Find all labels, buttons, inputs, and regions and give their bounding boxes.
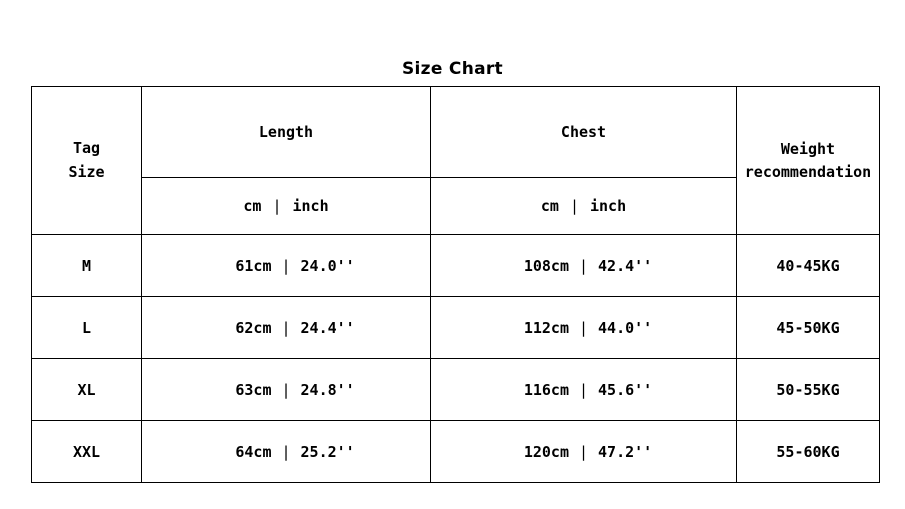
header-chest-units [431, 178, 737, 235]
cell-chest-inch: 45.6'' [598, 380, 653, 399]
cell-length-inch: 25.2'' [300, 442, 355, 461]
header-tag-size-line2: Size [68, 162, 105, 181]
cell-size: XL [32, 359, 142, 421]
header-length: Length [142, 87, 431, 178]
cell-length [142, 235, 431, 297]
cell-length-inch: 24.8'' [300, 380, 355, 399]
size-chart-table [31, 86, 880, 483]
cell-length-separator: | [281, 256, 291, 275]
cell-size: M [32, 235, 142, 297]
cell-chest-separator: | [578, 380, 589, 399]
cell-chest-inch: 47.2'' [598, 442, 653, 461]
cell-size: XXL [32, 421, 142, 483]
table-row [32, 297, 880, 359]
table-row [32, 359, 880, 421]
header-length-unit-separator: | [272, 197, 282, 215]
cell-chest-inch: 44.0'' [598, 318, 653, 337]
cell-length-separator: | [281, 442, 291, 461]
cell-weight: 45-50KG [737, 297, 880, 359]
cell-chest-cm: 116cm [523, 380, 569, 399]
cell-length-inch: 24.0'' [300, 256, 355, 275]
cell-chest-inch: 42.4'' [598, 256, 653, 275]
header-weight-line1: Weight [780, 140, 836, 158]
header-length-unit-inch: inch [292, 197, 329, 215]
cell-length-separator: | [281, 380, 291, 399]
header-weight-line2: recommendation [744, 162, 872, 181]
cell-chest-separator: | [578, 256, 589, 275]
header-tag-size [32, 87, 142, 235]
cell-length-cm: 61cm [235, 256, 272, 275]
header-chest-unit-separator: | [569, 197, 579, 215]
cell-length-cm: 63cm [235, 380, 272, 399]
header-chest-unit-cm: cm [540, 197, 559, 215]
page-title: Size Chart [402, 59, 503, 79]
cell-weight: 50-55KG [737, 359, 880, 421]
header-tag-size-line1: Tag [72, 139, 101, 158]
header-length-units [142, 178, 431, 235]
cell-weight: 55-60KG [737, 421, 880, 483]
cell-chest-separator: | [578, 318, 589, 337]
size-chart-table-wrapper [31, 86, 879, 483]
table-row [32, 421, 880, 483]
cell-chest [431, 359, 737, 421]
header-weight-recommendation [737, 87, 880, 235]
table-header-row-primary [32, 87, 880, 178]
cell-chest-separator: | [578, 442, 589, 461]
header-length-unit-cm: cm [243, 197, 262, 215]
cell-length-cm: 62cm [235, 318, 272, 337]
header-chest: Chest [431, 87, 737, 178]
cell-length [142, 421, 431, 483]
cell-length-inch: 24.4'' [300, 318, 355, 337]
cell-chest [431, 421, 737, 483]
cell-weight: 40-45KG [737, 235, 880, 297]
header-chest-unit-inch: inch [589, 197, 627, 215]
cell-chest-cm: 120cm [523, 442, 569, 461]
cell-chest [431, 297, 737, 359]
cell-size: L [32, 297, 142, 359]
cell-chest-cm: 108cm [523, 256, 569, 275]
cell-chest-cm: 112cm [523, 318, 569, 337]
cell-chest [431, 235, 737, 297]
cell-length-cm: 64cm [235, 442, 272, 461]
cell-length-separator: | [281, 318, 291, 337]
cell-length [142, 297, 431, 359]
table-row [32, 235, 880, 297]
cell-length [142, 359, 431, 421]
